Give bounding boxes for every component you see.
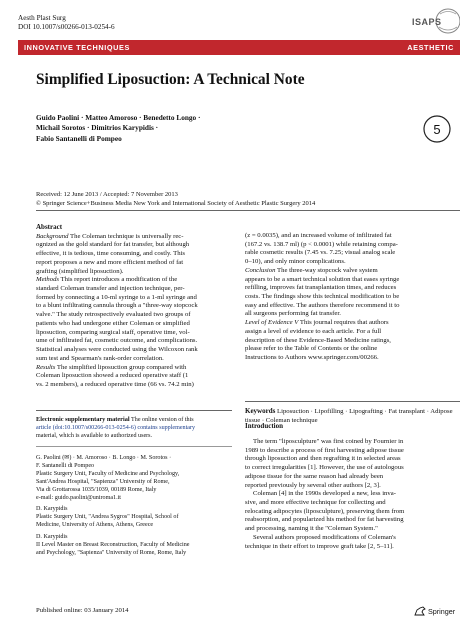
affiliation-line: G. Paolini (✉) · M. Amoroso · B. Longo · M. Sorotos · bbox=[36, 455, 172, 461]
isaps-logo bbox=[410, 6, 460, 40]
abstract-line: description of these Evidence-Based Medicine ratings, bbox=[245, 336, 391, 344]
section-banner bbox=[18, 40, 460, 55]
introduction-heading: Introduction bbox=[245, 422, 283, 430]
abstract-line: please refer to the Table of Contents or the online bbox=[245, 345, 378, 353]
abstract-line: Instructions to Authors www.springer.com/00266. bbox=[245, 354, 379, 362]
section-category: AESTHETIC bbox=[407, 43, 454, 52]
publisher-name: Springer bbox=[428, 606, 456, 616]
abstract-line: (167.2 vs. 138.7 ml) (p < 0.0001) while retaining compa- bbox=[245, 240, 398, 248]
intro-line: adipose tissue for the same reason had already been bbox=[245, 472, 384, 480]
abstract-label: Background bbox=[36, 232, 69, 240]
intro-line: 1989 to describe a process of first harvesting adipose tissue bbox=[245, 446, 404, 454]
divider bbox=[245, 401, 460, 402]
intro-line: to correct irregularities [1]. However, the use of autologous bbox=[245, 464, 404, 472]
author-line: Michail Sorotos · Dimitrios Karypidis · bbox=[36, 123, 159, 133]
esm-heading: Electronic supplementary material bbox=[36, 416, 130, 423]
abstract-line: sum test and Spearman's rank-order correlation. bbox=[36, 354, 164, 362]
intro-line: Several authors proposed modifications of Coleman's bbox=[253, 533, 396, 541]
author-line: Fabio Santanelli di Pompeo bbox=[36, 133, 122, 143]
abstract-label: Conclusion bbox=[245, 266, 276, 274]
abstract-line: rable cosmetic results (7.45 vs. 7.25; visual analog scale bbox=[245, 249, 396, 257]
abstract-line: ume of infiltrated fat, cosmetic outcome, and complications. bbox=[36, 337, 198, 345]
divider bbox=[36, 446, 232, 447]
abstract-line: The simplified liposuction group compared with bbox=[56, 363, 187, 371]
author-line: Guido Paolini · Matteo Amoroso · Benedetto Longo · bbox=[36, 113, 201, 122]
section-label: INNOVATIVE TECHNIQUES bbox=[24, 43, 130, 52]
abstract-line: This report introduces a modification of the bbox=[60, 276, 178, 284]
abstract-line: This journal requires that authors bbox=[299, 319, 389, 327]
abstract-line: appears to be a smart technical solution that eases syringe bbox=[245, 275, 400, 283]
abstract-line: effective, it is tedious, time consuming, and costly. This bbox=[36, 250, 186, 258]
abstract-label: Results bbox=[36, 363, 56, 371]
article-dates bbox=[36, 191, 315, 208]
intro-line: relocating adipocytes (liposculpture), preserving them from bbox=[245, 507, 405, 515]
abstract-line: valve." The study retrospectively evaluated two groups of bbox=[36, 311, 191, 319]
affiliation-line: Via di Grottarossa 1035/1039, 00189 Rome, Italy bbox=[36, 486, 157, 493]
intro-line: The term "liposculpture" was first coined by Fournier in bbox=[253, 438, 404, 445]
abstract-line: liposuction, comparing surgical staff, operative time, vol- bbox=[36, 328, 190, 336]
abstract-line: standard Coleman transfer and injection technique, per- bbox=[36, 285, 185, 293]
divider bbox=[36, 410, 232, 411]
article-title: Simplified Liposuction: A Technical Note bbox=[36, 71, 305, 88]
keywords-text: Liposuction · Lipofilling · Lipografting · Fat transplant · Adipose tissue · Coleman technique bbox=[245, 408, 453, 424]
email-link[interactable]: e-mail: guido.paolini@uniroma1.it bbox=[36, 494, 121, 501]
intro-line: Coleman [4] in the 1990s developed a new, less inva- bbox=[253, 490, 396, 498]
affiliation-line: Plastic Surgery Unit, "Andrea Sygros" Hospital, School of bbox=[36, 514, 179, 521]
level-badge-icon bbox=[422, 114, 452, 144]
badge-number: 5 bbox=[433, 122, 441, 137]
springer-horse-icon bbox=[414, 606, 426, 616]
esm-line: The online version of this bbox=[131, 417, 194, 423]
abstract-line: ognized as the gold standard for fat transfer, but although bbox=[36, 241, 190, 249]
publisher-logo bbox=[414, 606, 455, 616]
copyright: © Springer Science+Business Media New York and International Society of Aesthetic Plastic Surgery 2014 bbox=[36, 199, 316, 207]
intro-line: through liposuction and then regrafting it in selected areas bbox=[245, 455, 401, 463]
intro-line: technique in their effort to improve graft take [2, 5–11]. bbox=[245, 542, 394, 550]
abstract-line: (z = 0.0035), and an increased volume of infiltrated fat bbox=[245, 232, 392, 239]
journal-info bbox=[18, 14, 115, 32]
abstract-line: to a blunt infiltrating cannula through a "three-way stopcock bbox=[36, 302, 198, 310]
abstract-line: all surgeons performing fat transfer. bbox=[245, 310, 341, 318]
logo-text: ISAPS bbox=[412, 17, 442, 27]
affiliation-line: Sant'Andrea Hospital, "Sapienza" University of Rome, bbox=[36, 478, 170, 485]
intro-line: sive, and more effective technique for collecting and bbox=[245, 499, 386, 507]
abstract-label: Level of Evidence V bbox=[245, 319, 299, 327]
keywords-label: Keywords bbox=[245, 407, 276, 415]
abstract-right bbox=[245, 232, 460, 363]
abstract-label: Methods bbox=[36, 276, 60, 284]
affiliation-line: D. Karypidis bbox=[36, 534, 68, 541]
affiliation-line: Medicine, University of Athens, Athens, Greece bbox=[36, 522, 154, 529]
abstract-line: grafting (simplified liposuction). bbox=[36, 267, 124, 275]
abstract-line: The Coleman technique is universally rec- bbox=[70, 232, 184, 240]
affiliation-line: F. Santanelli di Pompeo bbox=[36, 462, 95, 469]
affiliation-block bbox=[36, 506, 232, 530]
journal-name: Aesth Plast Surg bbox=[18, 14, 66, 22]
abstract-line: Coleman liposuction showed a reduced operative staff (1 bbox=[36, 372, 189, 380]
introduction-body bbox=[245, 438, 460, 551]
divider bbox=[36, 210, 460, 211]
abstract-left bbox=[36, 223, 236, 390]
affiliation-line: II Level Master on Breast Reconstruction, Faculty of Medicine bbox=[36, 542, 190, 549]
abstract-line: costs. The findings show this technical modification to be bbox=[245, 293, 400, 301]
abstract-line: refilling, improves fat transplantation times, and reduces bbox=[245, 284, 397, 292]
author-list bbox=[36, 113, 200, 144]
abstract-heading: Abstract bbox=[36, 223, 63, 231]
intro-line: reported previously by several other authors [2, 3]. bbox=[245, 481, 381, 489]
affiliation-block bbox=[36, 534, 232, 558]
affiliation-line: D. Karypidis bbox=[36, 506, 68, 513]
abstract-line: assign a level of evidence to each article. For a full bbox=[245, 327, 382, 335]
affiliation-line: and Psychology, "Sapienza" University of Rome, Rome, Italy bbox=[36, 549, 187, 556]
published-date: Published online: 03 January 2014 bbox=[36, 607, 129, 614]
abstract-line: Statistical analyses were conducted using the Wilcoxon rank bbox=[36, 346, 198, 354]
affiliations bbox=[36, 455, 232, 562]
abstract-line: 0–10), and only minor complications. bbox=[245, 258, 346, 266]
abstract-line: vs. 2 members), a reduced operative time (66 vs. 74.2 min) bbox=[36, 380, 194, 388]
received-accepted: Received: 12 June 2013 / Accepted: 7 November 2013 bbox=[36, 191, 178, 198]
supplementary-material bbox=[36, 416, 232, 440]
affiliation-line: Plastic Surgery Unit, Faculty of Medicine and Psychology, bbox=[36, 470, 180, 477]
abstract-line: formed by connecting a 10-ml syringe to a 1-ml syringe and bbox=[36, 293, 197, 301]
abstract-line: report proposes a new and more efficient method of fat bbox=[36, 258, 184, 266]
affiliation-block bbox=[36, 455, 232, 502]
abstract-line: The three-way stopcock valve system bbox=[277, 266, 378, 274]
abstract-line: patients who had undergone either Coleman or simplified bbox=[36, 319, 190, 327]
esm-line: material, which is available to authorized users. bbox=[36, 432, 153, 439]
intro-line: and processing, naming it the "Coleman System." bbox=[245, 525, 378, 533]
intro-line: reabsorption, and popularized his method for fat harvesting bbox=[245, 516, 404, 524]
doi: DOI 10.1007/s00266-013-0254-6 bbox=[18, 23, 115, 31]
abstract-line: easy and effective. The authors therefore recommend it to bbox=[245, 301, 400, 309]
doi-link[interactable]: article (doi:10.1007/s00266-013-0254-6) contains supplementary bbox=[36, 424, 196, 431]
